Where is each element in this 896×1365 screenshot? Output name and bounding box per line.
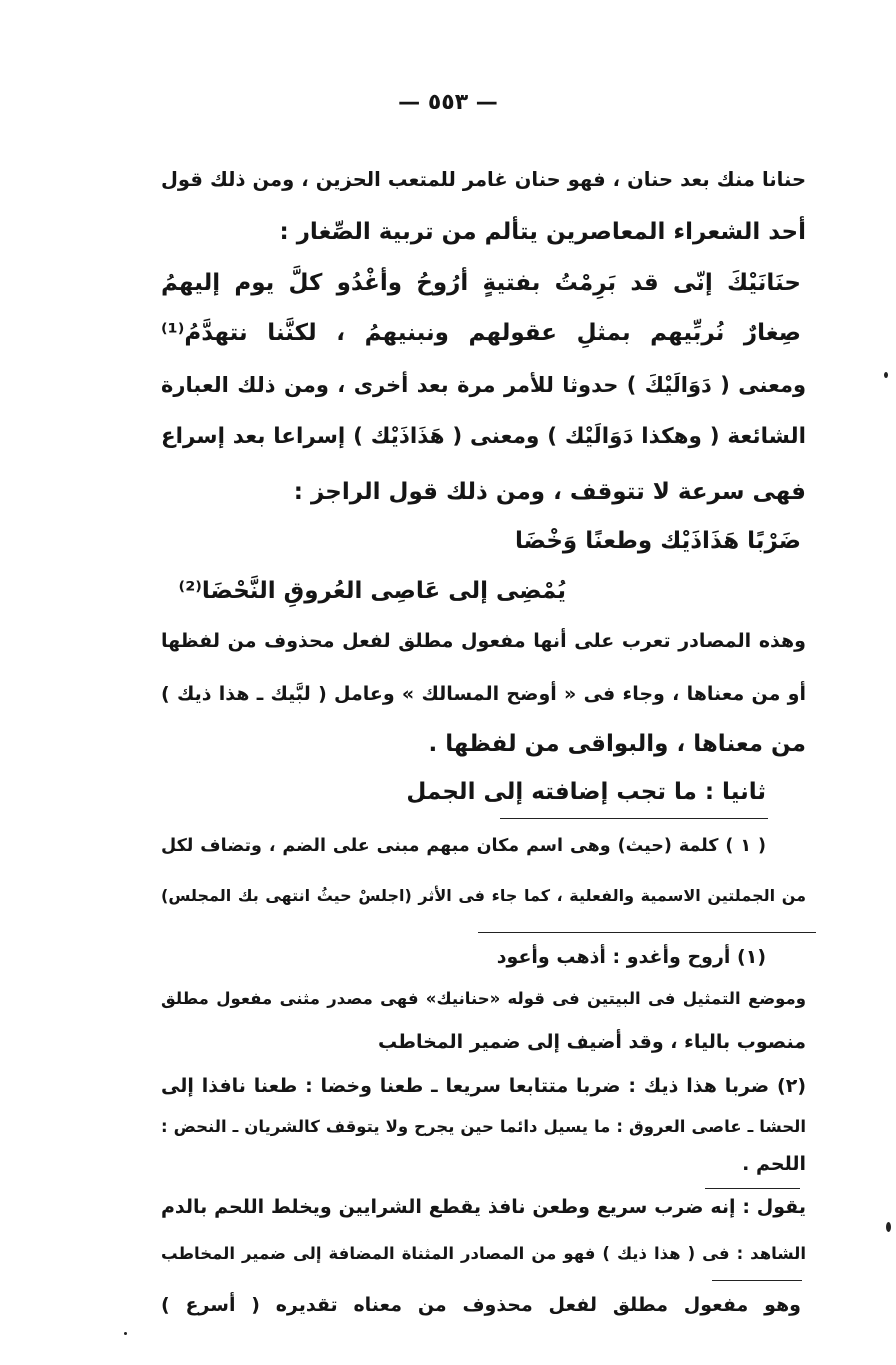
footnote-line: الحشا ـ عاصى العروق : ما يسيل دائما حين يجرح ولا يتوقف كالشريان ـ النحض : (161, 1117, 806, 1136)
scan-speck (884, 372, 888, 378)
body-line: من معناها ، والبواقى من لفظها . (428, 731, 806, 757)
section-heading: ثانيا : ما تجب إضافته إلى الجمل (406, 779, 766, 805)
body-line: أو من معناها ، وجاء فى « أوضح المسالك » وعامل ( لبَّيك ـ هذا ذيك ) (161, 683, 806, 705)
footnote-underline (705, 1188, 800, 1189)
heading-underline (500, 818, 768, 819)
scan-speck (124, 1332, 127, 1335)
verse-line: حنَانَيْكَ إنّى قد بَرِمْتُ بفتيةٍ أرُوحُ وأغْدُو كلَّ يوم إليهمُ (161, 270, 801, 296)
footnote-line: وهو مفعول مطلق لفعل محذوف من معناه تقديره ( أسرع ) (161, 1294, 801, 1316)
scan-speck (886, 1222, 891, 1232)
verse-line: صِغارٌ نُربِّيهم بمثلِ عقولهم ونبنيهمُ ، لكنَّنا نتهدَّمُ⁽¹⁾ (161, 320, 801, 346)
body-line: الشائعة ( وهكذا دَوَالَيْك ) ومعنى ( هَذَاذَيْك ) إسراعا بعد إسراع (161, 424, 806, 449)
body-line: ومعنى ( دَوَالَيْكَ ) حدوثا للأمر مرة بعد أخرى ، ومن ذلك العبارة (161, 373, 806, 397)
footnote-line: وموضع التمثيل فى البيتين فى قوله «حنانيك» فهى مصدر مثنى مفعول مطلق (161, 989, 806, 1008)
body-line: وهذه المصادر تعرب على أنها مفعول مطلق لفعل محذوف من لفظها (161, 630, 806, 652)
item-line: ( ١ ) كلمة (حيث) وهى اسم مكان مبهم مبنى على الضم ، وتضاف لكل (161, 836, 767, 856)
body-line: فهى سرعة لا تتوقف ، ومن ذلك قول الراجز : (293, 479, 806, 505)
footnote-separator (478, 932, 816, 933)
verse-line: ضَرْبًا هَذَاذَيْك وطعنًا وَخْضَا (515, 528, 801, 554)
footnote-underline (712, 1280, 802, 1281)
body-line: أحد الشعراء المعاصرين يتألم من تربية الصِّغار : (279, 219, 806, 245)
footnote-line: منصوب بالياء ، وقد أضيف إلى ضمير المخاطب (377, 1031, 806, 1053)
item-line: من الجملتين الاسمية والفعلية ، كما جاء فى الأثر (اجلسْ حيثُ انتهى بك المجلس) (161, 886, 806, 905)
footnote-line: (٢) ضربا هذا ذيك : ضربا متتابعا سريعا ـ طعنا وخضا : طعنا نافذا إلى (161, 1075, 806, 1097)
verse-line: يُمْضِى إلى عَاصِى العُروقِ النَّحْضَا⁽²⁾ (178, 578, 566, 604)
footnote-line: يقول : إنه ضرب سريع وطعن نافذ يقطع الشرايين ويخلط اللحم بالدم (161, 1196, 806, 1218)
footnote-line: اللحم . (742, 1153, 806, 1175)
footnote-line: الشاهد : فى ( هذا ذيك ) فهو من المصادر المثناة المضافة إلى ضمير المخاطب (161, 1244, 806, 1263)
body-line: حنانا منك بعد حنان ، فهو حنان غامر للمتعب الحزين ، ومن ذلك قول (161, 168, 806, 191)
page-number: — ٥٥٣ — (398, 90, 498, 115)
footnote-line: (١) أروح وأغدو : أذهب وأعود (496, 946, 766, 968)
